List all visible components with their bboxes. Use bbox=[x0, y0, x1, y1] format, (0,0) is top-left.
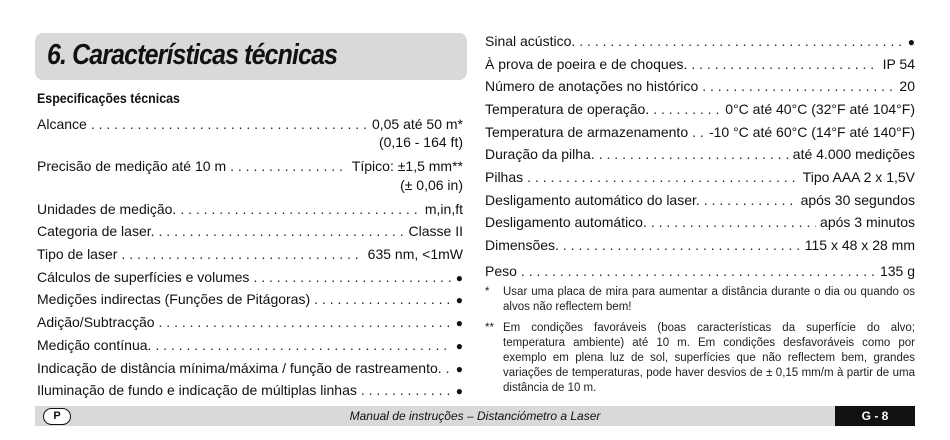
bullet-icon: ● bbox=[455, 339, 463, 353]
footnote-mark: * bbox=[485, 286, 490, 298]
dot-leader bbox=[599, 145, 789, 163]
footnote-1 bbox=[485, 285, 915, 315]
bullet-icon: ● bbox=[907, 35, 915, 49]
spec-value: 135 g bbox=[879, 263, 915, 279]
spec-label: Tipo de laser bbox=[37, 246, 118, 262]
spec-row-batteries bbox=[485, 168, 915, 186]
spec-row-laser-class bbox=[37, 222, 463, 240]
spec-label: Dimensões. bbox=[485, 237, 559, 253]
spec-row-units bbox=[37, 200, 463, 218]
dot-leader bbox=[527, 168, 799, 186]
spec-label: Duração da pilha. bbox=[485, 146, 595, 162]
spec-label: Indicação de distância mínima/máxima / função de rastreamento. bbox=[37, 360, 442, 376]
bullet-icon: ● bbox=[455, 384, 463, 398]
spec-label: Precisão de medição até 10 m bbox=[37, 158, 227, 174]
spec-row-backlight bbox=[37, 381, 463, 400]
page-number: G - 8 bbox=[835, 406, 915, 426]
spec-label: Desligamento automático do laser. bbox=[485, 192, 700, 208]
spec-label: Adição/Subtracção bbox=[37, 314, 155, 330]
spec-label: Medições indirectas (Funções de Pitágoras) bbox=[37, 291, 311, 307]
dot-leader bbox=[653, 100, 721, 118]
spec-row-battery-life bbox=[485, 145, 915, 163]
dot-leader bbox=[180, 200, 421, 218]
spec-row-operating-temp bbox=[485, 100, 915, 118]
language-badge: P bbox=[43, 408, 71, 425]
spec-row-min-max bbox=[37, 359, 463, 378]
spec-value: -10 °C até 60°C (14°F até 140°F) bbox=[708, 124, 915, 140]
dot-leader bbox=[159, 313, 452, 331]
spec-row-weight bbox=[485, 262, 915, 280]
spec-value: Classe II bbox=[408, 223, 463, 239]
dot-leader bbox=[579, 32, 903, 50]
dot-leader bbox=[159, 222, 405, 240]
spec-subvalue: (0,16 - 164 ft) bbox=[378, 134, 463, 150]
spec-label: Número de anotações no histórico bbox=[485, 78, 699, 94]
dot-leader bbox=[563, 236, 801, 254]
spec-row-beep bbox=[485, 32, 915, 51]
footnote-mark: ** bbox=[485, 322, 494, 334]
dot-leader bbox=[91, 115, 368, 133]
title-banner bbox=[35, 33, 467, 80]
dot-leader bbox=[521, 262, 876, 280]
spec-row-add-subtract bbox=[37, 313, 463, 332]
spec-row-ip-rating bbox=[485, 55, 915, 73]
spec-label: Cálculos de superfícies e volumes bbox=[37, 269, 250, 285]
spec-label: Temperatura de operação. bbox=[485, 101, 650, 117]
spec-label: À prova de poeira e de choques. bbox=[485, 56, 688, 72]
footnote-text: Em condições favoráveis (boas características da superfície do alvo; temperatura ambiente) até 10 m. Em condições desfavoráveis como por exemplo em plena luz de sol, superfícies que não reflectem bem, grandes variações de temperaturas, pode haver desvios de ± 0,15 mm/m à partir de uma distância de 10 m. bbox=[503, 322, 915, 394]
spec-label: Temperatura de armazenamento bbox=[485, 124, 689, 140]
dot-leader bbox=[314, 290, 452, 308]
dot-leader bbox=[446, 359, 452, 377]
spec-value: Típico: ±1,5 mm** bbox=[351, 158, 463, 174]
footnote-2 bbox=[485, 321, 915, 396]
dot-leader bbox=[230, 157, 348, 175]
spec-value: após 3 minutos bbox=[820, 214, 915, 230]
spec-row-laser-type bbox=[37, 245, 463, 263]
dot-leader bbox=[121, 245, 363, 263]
section-heading: Especificações técnicas bbox=[37, 91, 180, 106]
bullet-icon: ● bbox=[455, 271, 463, 285]
dot-leader bbox=[651, 213, 816, 231]
spec-value: 0,05 até 50 m* bbox=[371, 116, 463, 132]
spec-row-area-volume bbox=[37, 268, 463, 287]
spec-value: 115 x 48 x 28 mm bbox=[804, 237, 915, 253]
spec-row-laser-autooff bbox=[485, 191, 915, 209]
spec-row-autooff bbox=[485, 213, 915, 231]
manual-title: Manual de instruções – Distanciómetro a Laser bbox=[349, 409, 601, 423]
spec-value: 635 nm, <1mW bbox=[367, 246, 463, 262]
page-title: 6. Características técnicas bbox=[47, 39, 338, 71]
dot-leader bbox=[155, 336, 451, 354]
spec-value: 0°C até 40°C (32°F até 104°F) bbox=[725, 101, 915, 117]
spec-value: até 4.000 medições bbox=[792, 146, 915, 162]
spec-subvalue: (± 0,06 in) bbox=[400, 177, 463, 193]
footnote-text: Usar uma placa de mira para aumentar a distância durante o dia ou quando os alvos não reflectem bem! bbox=[503, 286, 915, 313]
bullet-icon: ● bbox=[455, 293, 463, 307]
spec-row-continuous bbox=[37, 336, 463, 355]
spec-row-accuracy bbox=[37, 157, 463, 175]
spec-label: Pilhas bbox=[485, 169, 524, 185]
spec-value: Tipo AAA 2 x 1,5V bbox=[802, 169, 915, 185]
spec-label: Categoria de laser. bbox=[37, 223, 155, 239]
spec-label: Alcance bbox=[37, 116, 87, 132]
spec-value: após 30 segundos bbox=[800, 192, 915, 208]
dot-leader bbox=[691, 55, 878, 73]
dot-leader bbox=[702, 77, 895, 95]
dot-leader bbox=[253, 268, 451, 286]
spec-row-history bbox=[485, 77, 915, 95]
spec-label: Desligamento automático. bbox=[485, 214, 647, 230]
spec-label: Sinal acústico. bbox=[485, 33, 576, 49]
bullet-icon: ● bbox=[455, 362, 463, 376]
page-footer bbox=[35, 406, 915, 426]
spec-label: Peso bbox=[485, 263, 517, 279]
spec-row-storage-temp bbox=[485, 123, 915, 141]
dot-leader bbox=[704, 191, 797, 209]
spec-label: Medição contínua. bbox=[37, 337, 152, 353]
spec-label: Unidades de medição. bbox=[37, 201, 177, 217]
dot-leader bbox=[692, 123, 705, 141]
dot-leader bbox=[361, 381, 452, 399]
spec-value: 20 bbox=[899, 78, 915, 94]
spec-row-range bbox=[37, 115, 463, 133]
spec-value: IP 54 bbox=[882, 56, 915, 72]
bullet-icon: ● bbox=[455, 316, 463, 330]
spec-row-pythagoras bbox=[37, 290, 463, 309]
spec-row-dimensions bbox=[485, 236, 915, 254]
spec-label: Iluminação de fundo e indicação de múltiplas linhas bbox=[37, 382, 357, 398]
spec-value: m,in,ft bbox=[424, 201, 463, 217]
